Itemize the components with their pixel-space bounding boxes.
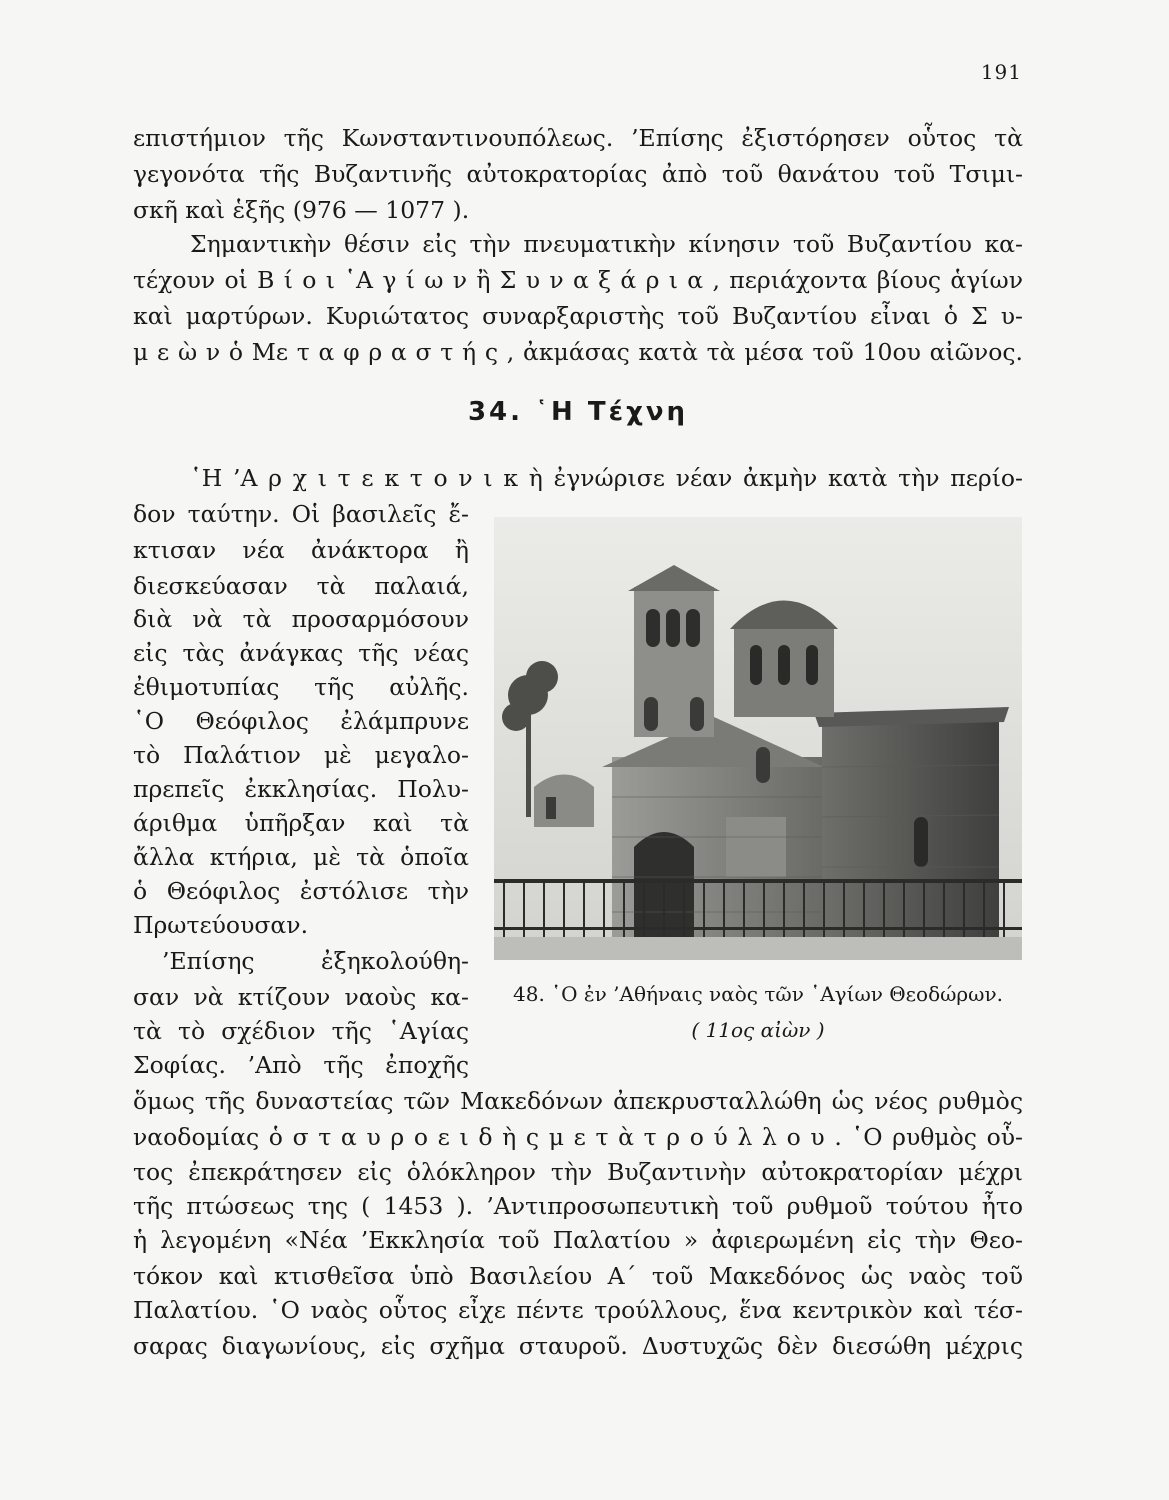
text-line: τῆς πτώσεως της ( 1453 ). ’Αντιπροσωπευτικὴ τοῦ ρυθμοῦ τούτου ἦτο: [133, 1192, 1023, 1220]
text-line: καὶ μαρτύρων. Κυριώτατος συναρξαριστὴς τοῦ Βυζαντίου εἶναι ὁ Σ υ-: [133, 302, 1023, 330]
text-line: Σοφίας. ’Απὸ τῆς ἐποχῆς: [133, 1051, 469, 1079]
text-line: επιστήμιον τῆς Κωνσταντινουπόλεως. ’Επίσης ἐξιστόρησεν οὗτος τὰ: [133, 124, 1023, 152]
text-line: ὅμως τῆς δυναστείας τῶν Μακεδόνων ἀπεκρυσταλλώθη ὡς νέος ρυθμὸς: [133, 1087, 1023, 1115]
text-line: ἡ λεγομένη «Νέα ’Εκκλησία τοῦ Παλατίου » ἀφιερωμένη εἰς τὴν Θεο-: [133, 1226, 1023, 1254]
text-line: τέχουν οἱ Β ί ο ι ῾Α γ ί ω ν ἢ Σ υ ν α ξ ά ρ ι α , περιάχοντα βίους ἁγίων: [133, 266, 1023, 294]
text-line: Παλατίου. ῾Ο ναὸς οὗτος εἶχε πέντε τρούλλους, ἕνα κεντρικὸν καὶ τέσ-: [133, 1296, 1023, 1324]
text-line: Σημαντικὴν θέσιν εἰς τὴν πνευματικὴν κίνησιν τοῦ Βυζαντίου κα-: [190, 230, 1023, 258]
text-line: ῾Ο Θεόφιλος ἐλάμπρυνε: [133, 707, 469, 735]
text-line: ἄλλα κτήρια, μὲ τὰ ὁποῖα: [133, 843, 469, 871]
text-line: εἰς τὰς ἀνάγκας τῆς νέας: [133, 639, 469, 667]
text-line: ἐθιμοτυπίας τῆς αὐλῆς.: [133, 673, 469, 701]
text-line: γεγονότα τῆς Βυζαντινῆς αὐτοκρατορίας ἀπὸ τοῦ θανάτου τοῦ Τσιμι-: [133, 160, 1023, 188]
text-line: πρεπεῖς ἐκκλησίας. Πολυ-: [133, 775, 469, 803]
text-line: ῾Η ’Α ρ χ ι τ ε κ τ ο ν ι κ ὴ ἐγνώρισε νέαν ἀκμὴν κατὰ τὴν περίο-: [190, 464, 1023, 492]
text-line: Πρωτεύουσαν.: [133, 911, 309, 939]
text-line: σκῆ καὶ ἑξῆς (976 — 1077 ).: [133, 196, 470, 224]
figure-caption: 48. ῾Ο ἐν ’Αθήναις ναὸς τῶν ῾Αγίων Θεοδώρων.: [513, 982, 1003, 1006]
text-line: διὰ νὰ τὰ προσαρμόσουν: [133, 605, 469, 633]
text-line: ’Επίσης ἐξηκολούθη-: [162, 947, 469, 975]
text-line: ὁ Θεόφιλος ἐστόλισε τὴν: [133, 877, 469, 905]
church-photograph: [494, 517, 1022, 960]
text-line: τὰ τὸ σχέδιον τῆς ῾Αγίας: [133, 1017, 469, 1045]
text-line: κτισαν νέα ἀνάκτορα ἢ: [133, 536, 469, 564]
section-heading: 34. ῾Η Τέχνη: [467, 397, 689, 427]
text-line: διεσκεύασαν τὰ παλαιά,: [133, 572, 469, 600]
text-line: ναοδομίας ὁ σ τ α υ ρ ο ε ι δ ὴ ς μ ε τ ὰ τ ρ ο ύ λ λ ο υ . ῾Ο ρυθμὸς οὗ-: [133, 1123, 1023, 1151]
text-line: τος ἐπεκράτησεν εἰς ὁλόκληρον τὴν Βυζαντινὴν αὐτοκρατορίαν μέχρι: [133, 1158, 1023, 1186]
page-number: 191: [980, 60, 1022, 84]
text-line: σαν νὰ κτίζουν ναοὺς κα-: [133, 983, 469, 1011]
text-line: δον ταύτην. Οἱ βασιλεῖς ἔ-: [133, 500, 469, 528]
text-line: σαρας διαγωνίους, εἰς σχῆμα σταυροῦ. Δυστυχῶς δὲν διεσώθη μέχρις: [133, 1332, 1023, 1360]
text-line: μ ε ὼ ν ὁ Με τ α φ ρ α σ τ ή ς , ἀκμάσας κατὰ τὰ μέσα τοῦ 10ου αἰῶνος.: [133, 338, 1023, 366]
text-line: τόκον καὶ κτισθεῖσα ὑπὸ Βασιλείου Α΄ τοῦ Μακεδόνος ὡς ναὸς τοῦ: [133, 1262, 1023, 1290]
text-line: τὸ Παλάτιον μὲ μεγαλο-: [133, 741, 469, 769]
text-line: άριθμα ὑπῆρξαν καὶ τὰ: [133, 809, 469, 837]
figure-subcaption: ( 11ος αἰὼν ): [691, 1018, 825, 1042]
